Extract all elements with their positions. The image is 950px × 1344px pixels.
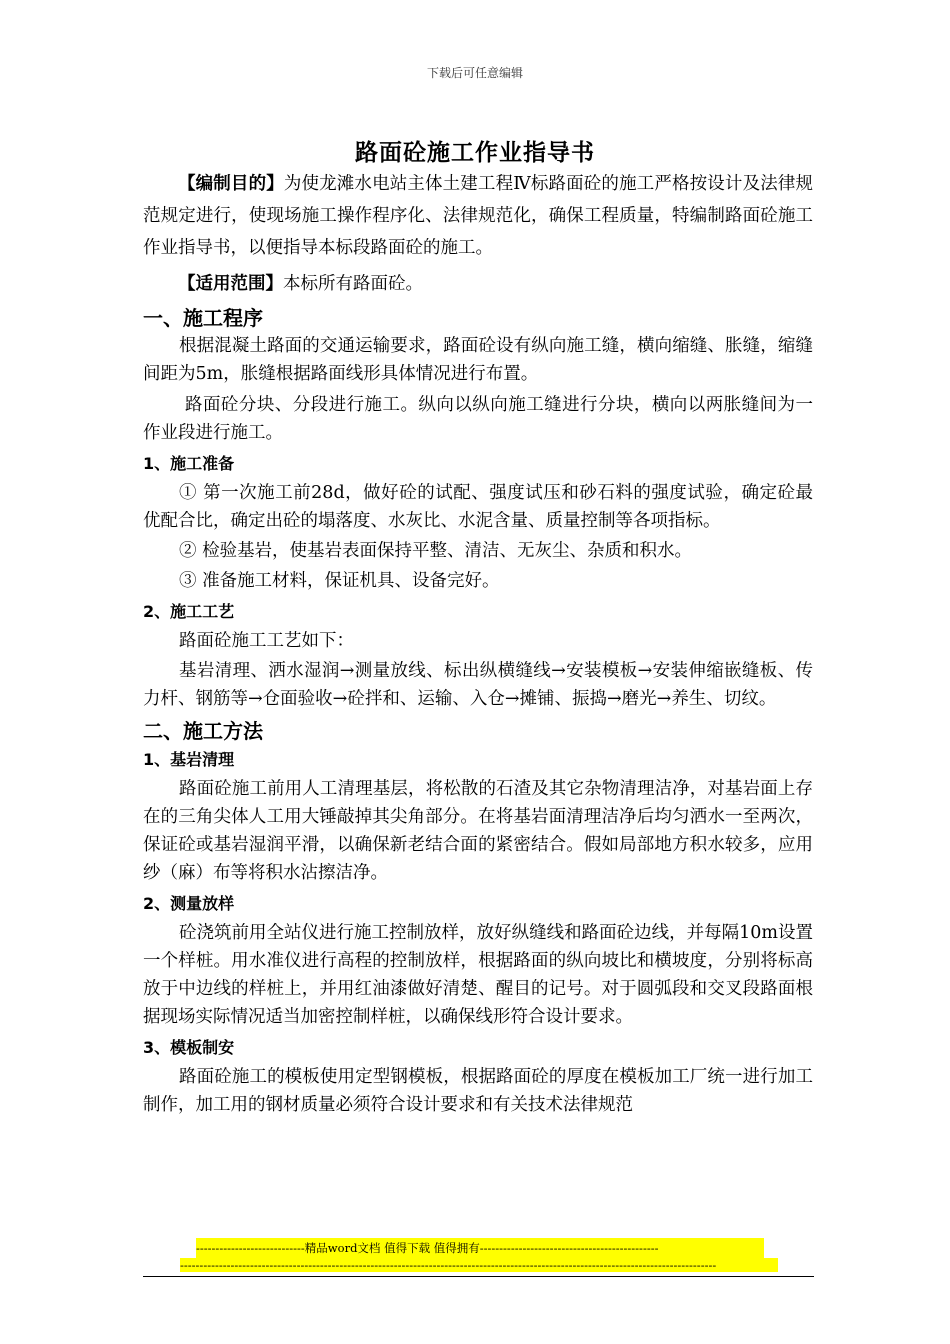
section1-sub1-heading: 1、施工准备 [143, 454, 235, 473]
header-note: 下载后可任意编辑 [426, 66, 523, 80]
purpose-text: 为使龙滩水电站主体土建工程Ⅳ标路面砼的施工严格按设计及法律规范规定进行，使现场施工操作程序化、法律规范化，确保工程质量，特编制路面砼施工作业指导书，以便指导本标段路面砼的施工。 [143, 174, 813, 258]
process-flow: 基岩清理、洒水湿润→测量放线、标出纵横缝线→安装模板→安装伸缩嵌缝板、传力杆、钢筋等→仓面验收→砼拌和、运输、入仓→摊铺、振捣→磨光→养生、切纹。 [143, 661, 813, 709]
footer-dash-line: ------------------------------------------------------------------------------------------------------------------------------------------ [180, 1258, 778, 1272]
purpose-paragraph [143, 168, 813, 264]
section2-sub3-text: 路面砼施工的模板使用定型钢模板，根据路面砼的厚度在模板加工厂统一进行加工制作，加工用的钢材质量必须符合设计要求和有关技术法律规范 [143, 1067, 813, 1115]
purpose-label: 【编制目的】 [178, 174, 284, 194]
section2-sub1-text: 路面砼施工前用人工清理基层，将松散的石渣及其它杂物清理洁净，对基岩面上存在的三角尖体人工用大锤敲掉其尖角部分。在将基岩面清理洁净后均匀洒水一至两次，保证砼或基岩湿润平滑，以确保新老结合面的紧密结合。假如局部地方积水较多，应用纱（麻）布等将积水沾擦洁净。 [143, 779, 813, 883]
section1-paragraph-1: 根据混凝土路面的交通运输要求，路面砼设有纵向施工缝，横向缩缝、胀缝，缩缝间距为5m，胀缝根据路面线形具体情况进行布置。 [143, 336, 813, 384]
prep-item-3: ③ 准备施工材料，保证机具、设备完好。 [179, 571, 500, 591]
section1-heading: 一、施工程序 [143, 306, 263, 330]
scope-paragraph [143, 268, 813, 300]
section2-sub2-heading: 2、测量放样 [143, 894, 235, 913]
footer-divider [143, 1276, 814, 1277]
section2-sub3-heading: 3、模板制安 [143, 1038, 235, 1057]
section1-sub2-heading: 2、施工工艺 [143, 602, 235, 621]
prep-item-1: ① 第一次施工前28d，做好砼的试配、强度试压和砂石料的强度试验，确定砼最优配合比，确定出砼的塌落度、水灰比、水泥含量、质量控制等各项指标。 [143, 483, 813, 531]
document-body [143, 168, 813, 1119]
scope-label: 【适用范围】 [178, 274, 283, 294]
footer-watermark-line: ----------------------------精品word文档 值得下载 值得拥有---------------------------------------------- [196, 1238, 764, 1258]
process-intro: 路面砼施工工艺如下： [179, 631, 354, 651]
scope-text: 本标所有路面砼。 [283, 274, 423, 294]
section2-heading: 二、施工方法 [143, 719, 263, 743]
document-title: 路面砼施工作业指导书 [355, 140, 595, 166]
prep-item-2: ② 检验基岩，使基岩表面保持平整、清洁、无灰尘、杂质和积水。 [179, 541, 693, 561]
section1-paragraph-2: 路面砼分块、分段进行施工。纵向以纵向施工缝进行分块，横向以两胀缝间为一作业段进行施工。 [143, 395, 813, 443]
section2-sub1-heading: 1、基岩清理 [143, 750, 235, 769]
section2-sub2-text: 砼浇筑前用全站仪进行施工控制放样，放好纵缝线和路面砼边线，并每隔10m设置一个样桩。用水准仪进行高程的控制放样，根据路面的纵向坡比和横坡度，分别将标高放于中边线的样桩上，并用红油漆做好清楚、醒目的记号。对于圆弧段和交叉段路面根据现场实际情况适当加密控制样桩，以确保线形符合设计要求。 [143, 923, 813, 1027]
